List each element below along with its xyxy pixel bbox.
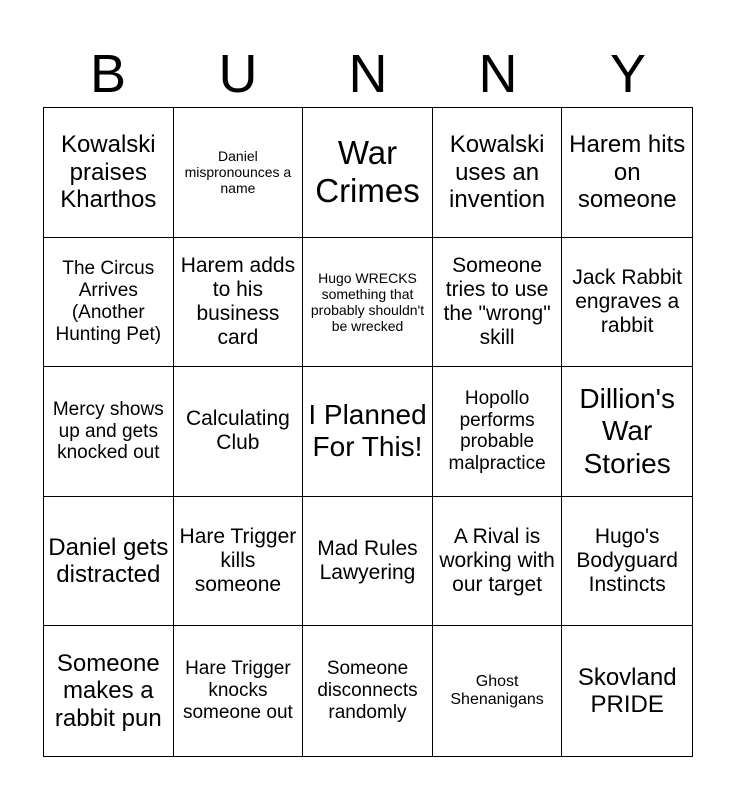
bingo-board [43, 107, 693, 757]
header-letter-n1: N [348, 44, 388, 104]
bingo-cell[interactable]: Kowalski uses an invention [433, 108, 563, 238]
bingo-header [43, 40, 693, 108]
bingo-cell[interactable]: Harem hits on someone [562, 108, 692, 238]
header-letter-y: Y [609, 44, 647, 104]
bingo-cell[interactable]: The Circus Arrives (Another Hunting Pet) [44, 238, 174, 368]
bingo-cell[interactable]: Daniel gets distracted [44, 497, 174, 627]
bingo-cell[interactable]: Hugo's Bodyguard Instincts [562, 497, 692, 627]
bingo-cell[interactable]: Calculating Club [174, 367, 304, 497]
header-letter-u: U [218, 44, 258, 104]
bingo-cell[interactable]: Someone tries to use the "wrong" skill [433, 238, 563, 368]
bingo-cell[interactable]: Hugo WRECKS something that probably shouldn't be wrecked [303, 238, 433, 368]
bingo-cell[interactable]: I Planned For This! [303, 367, 433, 497]
bingo-cell[interactable]: Mad Rules Lawyering [303, 497, 433, 627]
bingo-cell[interactable]: Daniel mispronounces a name [174, 108, 304, 238]
bingo-cell[interactable]: Kowalski praises Kharthos [44, 108, 174, 238]
bingo-cell[interactable]: Hopollo performs probable malpractice [433, 367, 563, 497]
bingo-cell[interactable]: Harem adds to his business card [174, 238, 304, 368]
bingo-cell[interactable]: War Crimes [303, 108, 433, 238]
bingo-cell[interactable]: Ghost Shenanigans [433, 626, 563, 756]
bingo-cell[interactable]: Someone disconnects randomly [303, 626, 433, 756]
header-letter-b: B [89, 44, 127, 104]
bingo-cell[interactable]: Dillion's War Stories [562, 367, 692, 497]
bingo-cell[interactable]: A Rival is working with our target [433, 497, 563, 627]
bingo-cell[interactable]: Someone makes a rabbit pun [44, 626, 174, 756]
bingo-cell[interactable]: Jack Rabbit engraves a rabbit [562, 238, 692, 368]
bingo-cell[interactable]: Mercy shows up and gets knocked out [44, 367, 174, 497]
header-letter-n2: N [478, 44, 518, 104]
bingo-cell[interactable]: Hare Trigger kills someone [174, 497, 304, 627]
bingo-cell[interactable]: Skovland PRIDE [577, 663, 677, 719]
bingo-cell[interactable]: Hare Trigger knocks someone out [174, 626, 304, 756]
